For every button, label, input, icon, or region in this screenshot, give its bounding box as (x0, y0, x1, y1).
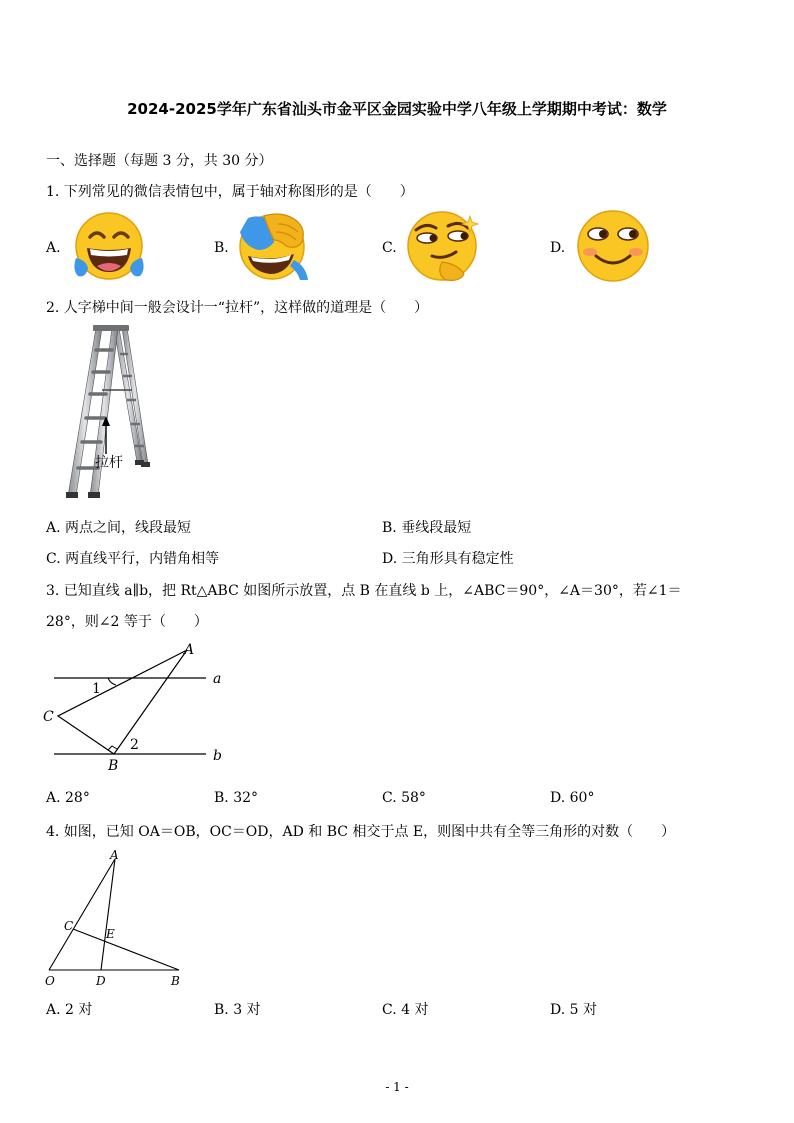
angle-2-label: 2 (130, 737, 139, 753)
q2-option-a[interactable]: A. 两点之间，线段最短 (46, 520, 192, 536)
step-ladder-figure (60, 322, 160, 500)
point-b-label: B (171, 974, 180, 988)
point-c-label: C (64, 919, 74, 933)
question-3-stem-line-2: 28°，则∠2 等于（ ） (46, 614, 208, 630)
question-2-stem: 2. 人字梯中间一般会设计一“拉杆”，这样做的道理是（ ） (46, 300, 429, 316)
q4-option-d[interactable]: D. 5 对 (550, 1002, 597, 1018)
question-4-stem: 4. 如图，已知 OA＝OB，OC＝OD，AD 和 BC 相交于点 E，则图中共有全等三角形的对数（ ） (46, 824, 676, 840)
line-b-label: b (213, 748, 222, 764)
q2-option-c[interactable]: C. 两直线平行，内错角相等 (46, 551, 220, 567)
section-heading: 一、选择题（每题 3 分，共 30 分） (46, 153, 273, 169)
point-c-label: C (43, 709, 54, 725)
q1-option-a-label[interactable]: A. (46, 240, 61, 256)
q1-option-c-label[interactable]: C. (382, 240, 397, 256)
q4-option-b[interactable]: B. 3 对 (214, 1002, 261, 1018)
q2-option-b[interactable]: B. 垂线段最短 (382, 520, 472, 536)
q2-option-d[interactable]: D. 三角形具有稳定性 (382, 551, 514, 567)
page-title: 2024-2025学年广东省汕头市金平区金园实验中学八年级上学期期中考试：数学 (127, 100, 667, 118)
point-a-label: A (184, 642, 195, 658)
q4-option-a[interactable]: A. 2 对 (46, 1002, 93, 1018)
tears-of-joy-emoji-icon (70, 210, 148, 282)
pull-rod-label: 拉杆 (95, 455, 123, 471)
congruent-triangles-figure (40, 845, 190, 990)
q3-option-d[interactable]: D. 60° (550, 790, 595, 806)
q3-option-a[interactable]: A. 28° (46, 790, 90, 806)
point-a-label: A (110, 848, 119, 862)
q3-option-b[interactable]: B. 32° (214, 790, 259, 806)
question-1-stem: 1. 下列常见的微信表情包中，属于轴对称图形的是（ ） (46, 184, 414, 200)
q1-option-b-label[interactable]: B. (214, 240, 229, 256)
point-b-label: B (108, 758, 119, 774)
line-a-label: a (213, 671, 222, 687)
point-d-label: D (96, 974, 106, 988)
point-o-label: O (45, 974, 55, 988)
page-number: - 1 - (385, 1080, 409, 1094)
sly-smile-emoji-icon (572, 208, 654, 284)
point-e-label: E (106, 927, 115, 941)
angle-1-label: 1 (92, 681, 101, 697)
parallel-lines-triangle-figure (40, 640, 240, 775)
q4-option-c[interactable]: C. 4 对 (382, 1002, 429, 1018)
q1-option-d-label[interactable]: D. (550, 240, 566, 256)
q3-option-c[interactable]: C. 58° (382, 790, 426, 806)
facepalm-emoji-icon (234, 210, 312, 282)
smirk-emoji-icon (402, 208, 484, 284)
question-3-stem-line-1: 3. 已知直线 a∥b，把 Rt△ABC 如图所示放置，点 B 在直线 b 上，∠ABC＝90°，∠A＝30°，若∠1＝ (46, 583, 682, 599)
